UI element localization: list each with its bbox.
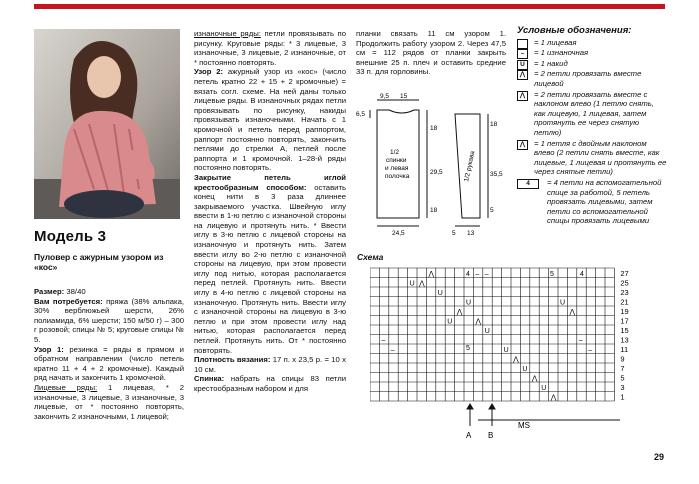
chart-stitch-symbol: U xyxy=(447,318,453,326)
chart-row-number: 15 xyxy=(620,326,629,335)
cable-number: 4 xyxy=(580,271,584,278)
cable-number: 4 xyxy=(466,271,470,278)
body-piece-label: и левая xyxy=(385,165,409,172)
dim-label: 15 xyxy=(400,93,408,100)
chart-row-number: 21 xyxy=(620,297,629,307)
chart-row-number: 19 xyxy=(620,307,629,316)
legend-item xyxy=(517,59,667,69)
page-number: 29 xyxy=(654,452,665,462)
bind-off-label: Закрытие петель иглой крестообразным способом: xyxy=(194,172,346,192)
repeat-label: MS xyxy=(518,421,530,430)
legend-item-text: = 1 петля с двойным наклоном влево (2 петли снять вместе, как лицевые, 1 лицевая и протянуть ее через снятые петли) xyxy=(534,138,667,177)
chart-arrows xyxy=(467,404,620,426)
legend-item-text: = 4 петли на вспомогательной спице за работой, 5 петель провязать лицевыми, затем петли со вспомогательной спицы провязать лицевыми xyxy=(547,177,662,226)
legend-item-text: = 2 петли провязать вместе с наклоном влево (1 петлю снять, как лицевую, 1 лицевая, затем протянуть ее через снятую петлю) xyxy=(534,89,654,137)
arrow-b-label: B xyxy=(488,431,494,440)
legend-title: Условные обозначения: xyxy=(517,25,632,36)
legend-item xyxy=(517,139,667,177)
pattern-schematic xyxy=(352,92,512,242)
legend-item-text: = 1 накид xyxy=(534,58,568,68)
legend-item-text: = 2 петли провязать вместе лицевой xyxy=(534,69,642,88)
chart-row-number: 17 xyxy=(620,316,629,326)
dim-label: 18 xyxy=(490,121,498,128)
legend-item xyxy=(517,38,667,48)
chart-label: Схема xyxy=(357,252,384,262)
chart-row-number: 25 xyxy=(620,278,629,288)
back-label: Спинка: xyxy=(194,374,225,384)
chart-stitch-symbol: ⋀ xyxy=(550,394,557,402)
arrow-a-label: A xyxy=(466,431,472,440)
gauge-text: 17 п. х 23,5 р. = 10 х 10 см. xyxy=(194,355,346,374)
dim-label: 29,5 xyxy=(430,169,443,176)
chart-stitch-symbol: U xyxy=(484,328,490,335)
chart-row-number: 27 xyxy=(620,269,629,278)
cable-number: 5 xyxy=(550,271,554,278)
yarn-over-icon: U xyxy=(517,60,528,70)
chart-stitch-symbol: ⋀ xyxy=(428,271,435,278)
knit-rows-label: Лицевые ряды: xyxy=(34,382,98,392)
model-photo xyxy=(34,29,180,219)
bind-off-text: оставить конец нити в 3 раза длиннее закрываемого участка. Швейную иглу ввести в 1-ю петлю с изнаночной стороны на лицевую и протянуть нить. * Ввести иглу в 3-ю петлю с лицевой стороны на изнаночную и протянуть нить. Затем ввести иглу во 2-ю петлю с изнаночной стороны на лицевую, при этом провести иглу под нитью, которая располагается перед петлей. Протянуть нить. Ввести иглу в 4-ю петлю с лицевой стороны на изнаночную. Протянуть нить. Ввести иглу с изнаночной стороны на лицевую в 3-ю петлю и при этом провести иглу над нитью, которая располагается перед петлей. Протянуть нить. От * постоянно повторять. xyxy=(194,182,346,355)
chart-stitch-symbol: ⋀ xyxy=(569,309,576,316)
legend-item-text: = 1 изнаночная xyxy=(534,48,589,58)
legend xyxy=(517,26,667,227)
size-label: Размер: xyxy=(34,287,65,296)
chart-row-numbers xyxy=(620,269,628,402)
model-title: Модель 3 xyxy=(34,228,107,245)
dim-label: 5 xyxy=(452,230,456,237)
chart-row-number: 13 xyxy=(620,335,629,345)
dim-label: 35,5 xyxy=(490,171,503,178)
top-accent-bar xyxy=(34,4,665,9)
cable-symbol-icon: 4 xyxy=(517,179,539,189)
dim-label: 18 xyxy=(430,125,438,132)
ssk-icon: ⋀ xyxy=(517,91,528,101)
instructions-column-2 xyxy=(194,29,346,394)
legend-item xyxy=(517,178,667,226)
double-decrease-icon: ⋀ xyxy=(517,140,528,150)
chart-stitch-symbol: U xyxy=(560,299,566,307)
dim-label: 6,5 xyxy=(356,111,366,118)
instructions-column-1 xyxy=(34,287,184,421)
purl-rows-text: петли провязывать по рисунку. Круговые ряды: * 3 лицевые, 3 изнаночные, 3 лицевые, 2 изнаночные, от * постоянно повторять. xyxy=(194,29,346,67)
pattern2-label: Узор 2: xyxy=(194,67,224,77)
purl-rows-label: изнаночные ряды: xyxy=(194,29,261,38)
chart-grid xyxy=(370,268,614,401)
purl-symbol-icon: – xyxy=(517,49,528,59)
chart-stitch-symbol: U xyxy=(466,299,472,307)
legend-item xyxy=(517,48,667,58)
pattern1-label: Узор 1: xyxy=(34,344,64,354)
legend-item xyxy=(517,90,667,138)
chart-stitch-symbol: ⋀ xyxy=(531,375,538,383)
chart-stitch-symbol: ⋀ xyxy=(513,356,519,364)
model-subtitle: Пуловер с ажурным узором из «кос» xyxy=(34,252,164,272)
chart-stitch-symbol: U xyxy=(522,366,528,373)
materials-text: пряжа (38% альпака, 30% верблюжьей шерсти, 26% полиамида, 6% шерсти; 150 м/50 г) – 300 г розовой; спицы № 5; круговые спицы № 5. xyxy=(34,296,184,344)
instructions-column-3: планки связать 11 см узором 1. Продолжить работу узором 2. Через 47,5 см = 112 рядов от планки закрыть внешние 25 п. плеч и оставить средние 33 п. для горловины. xyxy=(356,29,506,77)
back-text: набрать на спицы 83 петли крестообразным набором и для xyxy=(194,374,346,393)
materials-label: Вам потребуется: xyxy=(34,296,103,306)
chart-stitch-symbol: U xyxy=(541,385,547,392)
sleeve-piece-label: 1/2 рукава xyxy=(463,150,477,183)
body-piece-label: полочка xyxy=(385,173,410,180)
knit-rows-text: 1 лицевая, * 2 изнаночные, 3 лицевые, 3 изнаночные, 3 лицевые, от * постоянно повторять, закончить 2 изнаночными, 1 лицевой; xyxy=(34,382,184,421)
size-value: 38/40 xyxy=(64,287,86,296)
dim-label: 18 xyxy=(430,207,438,214)
chart-stitch-symbol: ⋀ xyxy=(475,318,482,326)
chart-stitch-symbol: – xyxy=(475,271,480,278)
dim-label: 9,5 xyxy=(380,93,390,100)
chart-stitch-symbol: – xyxy=(381,337,386,345)
chart-stitch-symbol: – xyxy=(588,347,593,354)
pattern1-text: резинка = ряды в прямом и обратном направлении (число петель кратно 11 + 4 + 2 кромочные). Каждый ряд начать и закончить 1 кромочной. xyxy=(34,344,184,383)
knit-symbol-icon xyxy=(517,39,528,49)
chart-stitch-symbol: – xyxy=(578,337,583,345)
chart-stitch-symbol: ⋀ xyxy=(456,309,463,316)
legend-item xyxy=(517,69,667,88)
chart-stitch-symbol: U xyxy=(409,280,415,288)
chart-stitch-symbol: ⋀ xyxy=(419,280,425,288)
body-piece-label: спинки xyxy=(386,157,407,164)
dim-label: 24,5 xyxy=(392,230,405,237)
body-piece xyxy=(377,110,419,218)
chart-stitch-symbol: U xyxy=(437,290,443,297)
chart-row-number: 1 xyxy=(620,392,625,402)
dim-label: 5 xyxy=(490,207,494,214)
cable-number: 5 xyxy=(466,345,470,352)
chart-row-number: 9 xyxy=(620,354,625,364)
chart-stitch-symbol: U xyxy=(503,347,509,354)
k2tog-icon: ⋀ xyxy=(517,70,528,80)
chart-stitch-symbol: – xyxy=(390,347,395,354)
chart-row-number: 11 xyxy=(620,345,629,354)
chart-row-number: 23 xyxy=(620,288,629,297)
knitting-chart xyxy=(370,266,662,442)
dim-label: 13 xyxy=(467,230,475,237)
pattern2-text: ажурный узор из «кос» (число петель кратно 22 + 15 + 2 кромочные) = вязать согл. схеме. На ней даны только лицевые ряды. В изнаночных рядах петли провязывать по рисунку, накиды провязывать изнаночными. Начать с 1 кромочной и петель перед раппортом, раппорт постоянно повторять, закончить петлями до стрелки А, петлей после раппорта и 1 кромочной. 1–28-й ряды постоянно повторять. xyxy=(194,67,346,173)
gauge-label: Плотность вязания: xyxy=(194,355,271,365)
chart-row-number: 5 xyxy=(620,373,625,383)
chart-row-number: 7 xyxy=(620,364,625,373)
body-piece-label: 1/2 xyxy=(390,149,400,156)
chart-stitch-symbol: – xyxy=(484,271,489,278)
legend-item-text: = 1 лицевая xyxy=(534,37,577,47)
chart-row-number: 3 xyxy=(620,383,625,392)
